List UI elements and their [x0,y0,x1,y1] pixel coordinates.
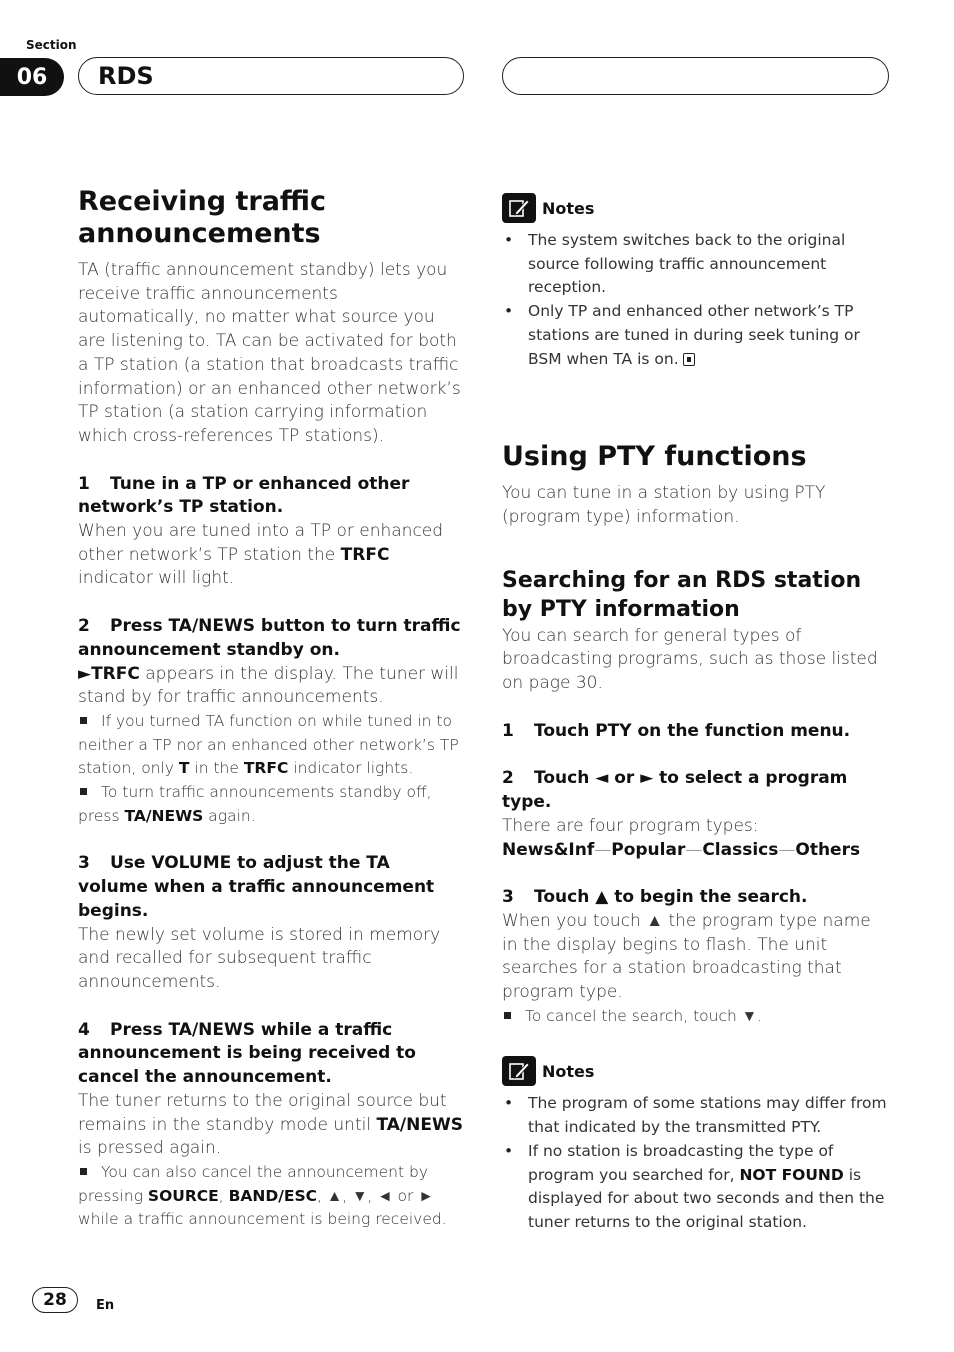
note-text: If no station is broadcasting the type of program you searched for, [528,1141,834,1184]
program-type: Popular [611,839,686,860]
end-mark-icon [683,353,695,366]
pty-step-1 [502,720,888,744]
square-bullet-icon [80,788,87,795]
step-number: 1 [78,473,90,494]
step-title: Use VOLUME to adjust the TA volume when a traffic announcement begins. [78,853,435,921]
pencil-note-icon [502,193,536,223]
step-note: again. [203,806,256,825]
separator: — [594,839,612,860]
step-note: , [218,1186,229,1205]
step-4 [78,1019,464,1232]
step-body: When you touch ▲ the program type name in the display begins to flash. The unit searches for a station broadcasting that program type. [502,910,871,1003]
subheading-searching-pty: Searching for an RDS station by PTY information [502,567,862,622]
step-note: To turn traffic announcements standby off, press [78,783,432,825]
note-item: • The system switches back to the original source following traffic announcement reception. [502,229,888,300]
program-type: News&Inf [502,839,595,860]
step-body: is pressed again. [78,1138,222,1159]
step-title: Tune in a TP or enhanced other network’s TP station. [78,473,410,518]
pencil-note-icon [502,1056,536,1086]
t-term: T [178,759,190,778]
right-column [502,193,888,1235]
separator: — [778,839,796,860]
ta-news-term: TA/NEWS [376,1114,463,1135]
source-term: SOURCE [147,1186,219,1205]
step-note: in the [189,759,244,778]
trfc-term: TRFC [243,759,289,778]
step-note: while a traffic announcement is being received. [78,1210,447,1229]
notes-block-1 [502,193,888,371]
right-intro: You can tune in a station by using PTY (program type) information. [502,483,826,527]
step-number: 2 [78,616,90,637]
arrow-keys: , ▲, ▼, ◄ or ► [317,1186,434,1205]
note-item: • The program of some stations may differ from that indicated by the transmitted PTY. [502,1092,888,1139]
page-number: 28 [32,1287,78,1313]
section-label: Section [26,38,77,52]
step-3 [78,852,464,994]
step-note: To cancel the search, touch ▼. [525,1006,763,1025]
step-title: Touch ◄ or ► to select a program type. [502,768,848,813]
step-title: Touch PTY on the function menu. [534,720,851,741]
language-label: En [96,1298,115,1313]
step-body: When you are tuned into a TP or enhanced other network’s TP station the [78,521,444,565]
step-note: You can also cancel the announcement by pressing [78,1162,429,1205]
step-1 [78,473,464,592]
not-found-term: NOT FOUND [739,1165,844,1184]
program-types [502,839,888,863]
program-type: Others [795,839,861,860]
note-text: Only TP and enhanced other network’s TP stations are tuned in during seek tuning or BSM when TA is on. [528,302,860,368]
heading-receiving-traffic: Receiving traffic announcements [78,186,327,249]
step-number: 1 [502,720,514,741]
step-body: There are four program types: [502,815,759,836]
pty-step-2 [502,767,888,862]
step-number: 3 [502,887,514,908]
band-esc-term: BAND/ESC [228,1186,318,1205]
trfc-term: TRFC [340,544,390,565]
header-empty-box [502,57,889,95]
section-number-badge: 06 [0,58,64,96]
square-bullet-icon [80,717,87,724]
step-body: indicator will light. [78,568,235,589]
sub-intro: You can search for general types of broadcasting programs, such as those listed on page 30. [502,625,878,694]
note-item [502,300,888,371]
notes-title: Notes [542,1061,595,1081]
step-title: Touch ▲ to begin the search. [534,887,808,908]
step-title: Press TA/NEWS while a traffic announcement is being received to cancel the announcement. [78,1019,416,1088]
ta-news-term: TA/NEWS [124,806,204,825]
square-bullet-icon [80,1168,87,1175]
step-note: indicator lights. [288,759,414,778]
step-number: 4 [78,1019,90,1040]
step-note: If you turned TA function on while tuned in to neither a TP nor an enhanced other network’s TP station, only [78,711,459,778]
step-number: 3 [78,853,90,874]
notes-block-2 [502,1056,888,1234]
pty-step-3 [502,886,888,1028]
step-number: 2 [502,768,514,789]
note-text: is displayed for about two seconds and then the tuner returns to the original station. [528,1165,885,1231]
program-type: Classics [702,839,779,860]
notes-title: Notes [542,198,595,218]
step-2 [78,615,464,828]
step-title: Press TA/NEWS button to turn traffic announcement standby on. [78,616,461,660]
heading-using-pty: Using PTY functions [502,441,807,473]
step-body: The tuner returns to the original source but remains in the standby mode until [78,1090,447,1135]
header-title: RDS [98,62,154,90]
square-bullet-icon [504,1012,511,1019]
left-column [78,186,464,1232]
trfc-term: ►TRFC [78,663,140,684]
note-item [502,1140,888,1235]
left-intro: TA (traffic announcement standby) lets you receive traffic announcements automatically, no matter what source you are listening to. TA can be activated for both a TP station (a station that broadcasts traffic information) or an enhanced other network’s TP station (a station carrying information which cross-references TP stations). [78,260,461,446]
separator: — [685,839,703,860]
step-body: appears in the display. The tuner will stand by for traffic announcements. [78,663,459,708]
step-body: The newly set volume is stored in memory and recalled for subsequent traffic announcements. [78,924,441,992]
